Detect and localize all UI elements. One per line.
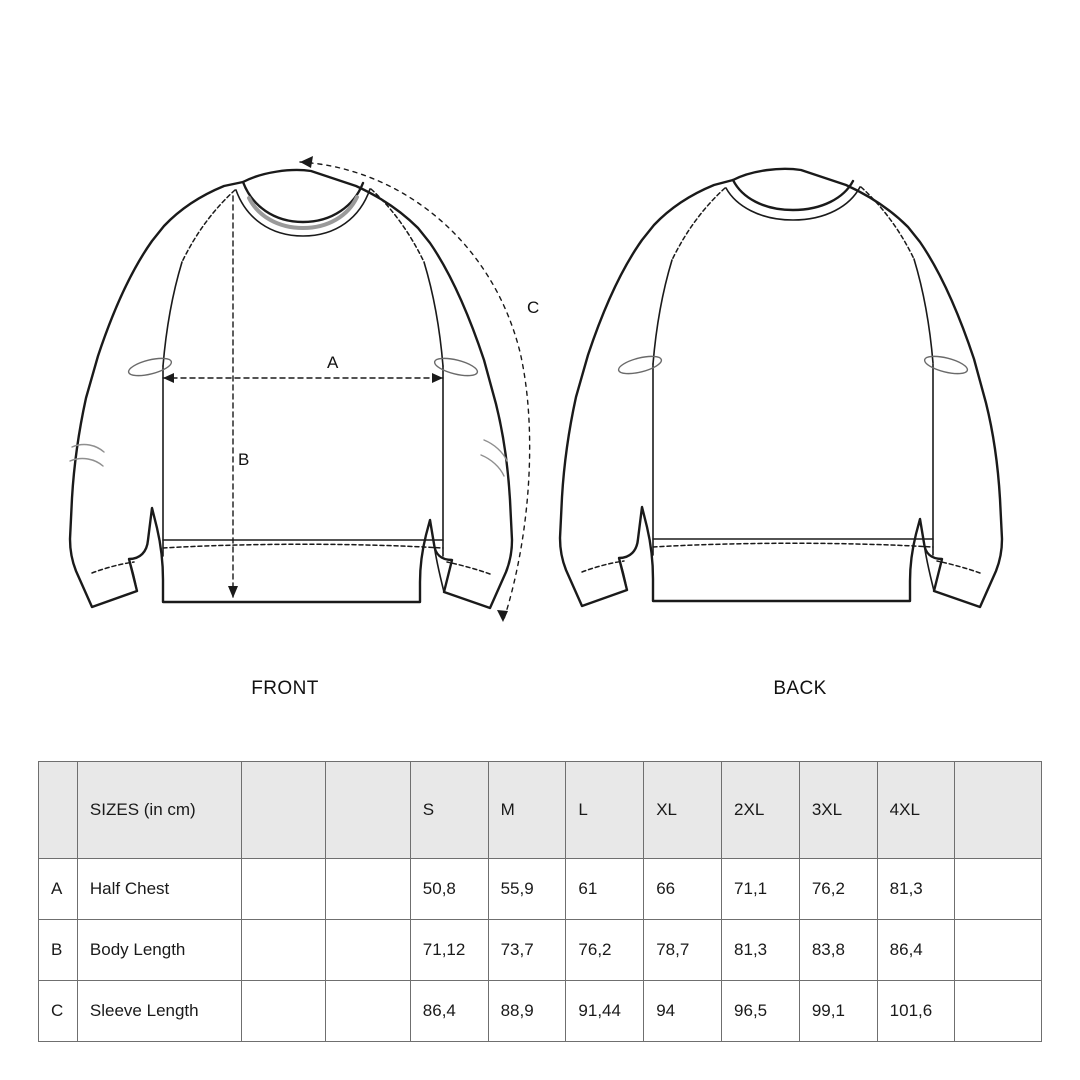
row-b-value-3xl: 83,8: [799, 920, 877, 981]
row-b-value-m: 73,7: [488, 920, 566, 981]
row-c-blank-2: [326, 981, 410, 1042]
row-b-value-l: 76,2: [566, 920, 644, 981]
table-row: [39, 981, 1042, 1042]
row-letter-c: C: [39, 981, 78, 1042]
header-size-l: L: [566, 762, 644, 859]
row-c-value-3xl: 99,1: [799, 981, 877, 1042]
table-header-row: [39, 762, 1042, 859]
row-a-value-m: 55,9: [488, 859, 566, 920]
row-c-value-xl: 94: [644, 981, 722, 1042]
row-c-value-2xl: 96,5: [722, 981, 800, 1042]
header-size-m: M: [488, 762, 566, 859]
row-c-blank-1: [242, 981, 326, 1042]
table-row: [39, 920, 1042, 981]
row-b-value-s: 71,12: [410, 920, 488, 981]
header-size-4xl: 4XL: [877, 762, 955, 859]
table-row: [39, 859, 1042, 920]
row-b-tail: [955, 920, 1042, 981]
row-a-value-l: 61: [566, 859, 644, 920]
row-letter-a: A: [39, 859, 78, 920]
header-size-3xl: 3XL: [799, 762, 877, 859]
row-b-value-2xl: 81,3: [722, 920, 800, 981]
row-a-value-4xl: 81,3: [877, 859, 955, 920]
row-b-value-xl: 78,7: [644, 920, 722, 981]
front-view-drawing: [70, 170, 512, 608]
row-a-tail: [955, 859, 1042, 920]
row-name-half-chest: Half Chest: [77, 859, 241, 920]
row-c-value-l: 91,44: [566, 981, 644, 1042]
header-tail-cell: [955, 762, 1042, 859]
row-a-blank-1: [242, 859, 326, 920]
row-b-blank-2: [326, 920, 410, 981]
back-view-drawing: [560, 169, 1002, 607]
row-c-value-s: 86,4: [410, 981, 488, 1042]
header-blank-2: [326, 762, 410, 859]
header-size-s: S: [410, 762, 488, 859]
back-view-label: BACK: [773, 678, 827, 699]
row-a-blank-2: [326, 859, 410, 920]
header-title-cell: SIZES (in cm): [77, 762, 241, 859]
row-a-value-2xl: 71,1: [722, 859, 800, 920]
row-b-value-4xl: 86,4: [877, 920, 955, 981]
row-name-sleeve-length: Sleeve Length: [77, 981, 241, 1042]
row-a-value-s: 50,8: [410, 859, 488, 920]
measurement-guides: [163, 156, 530, 622]
row-a-value-xl: 66: [644, 859, 722, 920]
row-c-value-m: 88,9: [488, 981, 566, 1042]
header-size-2xl: 2XL: [722, 762, 800, 859]
row-letter-b: B: [39, 920, 78, 981]
row-b-blank-1: [242, 920, 326, 981]
row-name-body-length: Body Length: [77, 920, 241, 981]
header-letter-cell: [39, 762, 78, 859]
row-c-tail: [955, 981, 1042, 1042]
row-a-value-3xl: 76,2: [799, 859, 877, 920]
header-size-xl: XL: [644, 762, 722, 859]
front-view-label: FRONT: [251, 678, 319, 699]
header-blank-1: [242, 762, 326, 859]
dimension-letter-b: B: [238, 450, 250, 469]
dimension-letter-a: A: [327, 353, 339, 372]
row-c-value-4xl: 101,6: [877, 981, 955, 1042]
size-table: [38, 761, 1042, 1042]
dimension-letter-c: C: [527, 298, 540, 317]
